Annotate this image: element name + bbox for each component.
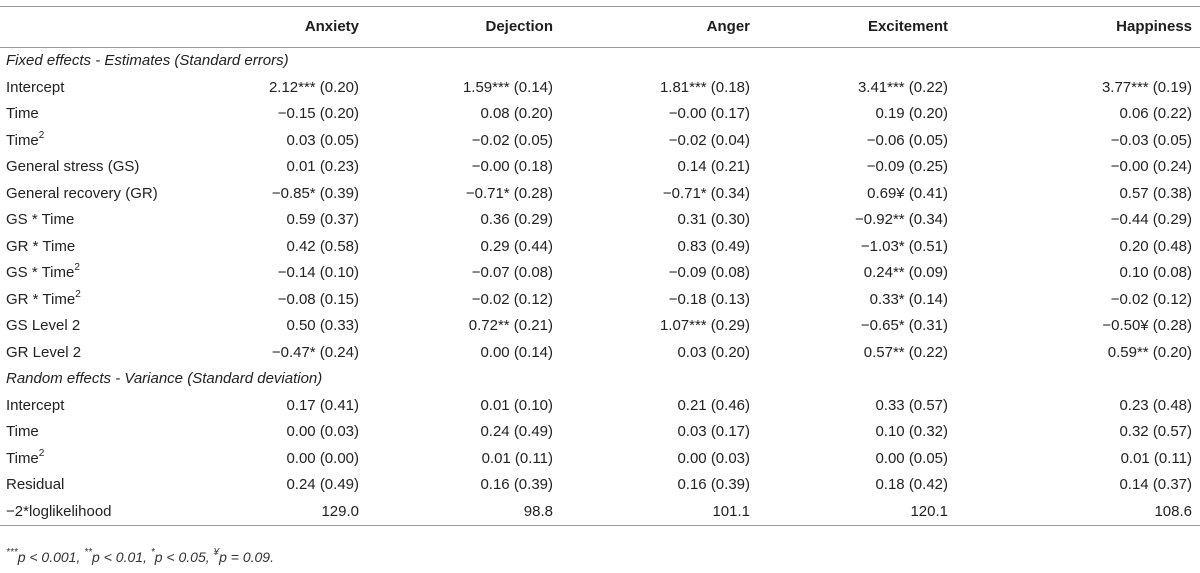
row-label-text: Time (6, 105, 39, 122)
row-label (0, 75, 190, 102)
section-row-random-effects (0, 366, 1200, 393)
cell-anger: 0.03 (0.17) (677, 423, 750, 440)
cell-dejection: 0.01 (0.11) (481, 449, 553, 467)
row-label-text: GR * Time (6, 290, 76, 308)
fixed-effect-row (0, 154, 1200, 181)
row-label (0, 472, 190, 499)
cell-anxiety: 0.03 (0.05) (286, 131, 359, 149)
cell-excitement: −0.09 (0.25) (866, 158, 948, 175)
cell-happiness: 0.20 (0.48) (1119, 237, 1192, 255)
row-label (0, 101, 190, 128)
cell-anger: 0.16 (0.39) (677, 476, 750, 493)
row-label-text: Time (6, 423, 39, 440)
cell-excitement: 0.33 (0.57) (875, 396, 948, 414)
cell-anxiety: 2.12*** (0.20) (268, 78, 359, 96)
row-label-superscript: 2 (75, 288, 81, 300)
footnote-marker-p09: ¥ (213, 547, 220, 559)
footnote-text-p05: p < 0.05, (154, 549, 214, 565)
cell-anxiety: 129.0 (190, 499, 365, 526)
cell-dejection: −0.07 (0.08) (471, 264, 553, 281)
cell-dejection: −0.00 (0.18) (471, 158, 553, 175)
random-effect-row (0, 446, 1200, 473)
row-label (0, 260, 190, 287)
cell-anxiety: −0.15 (0.20) (277, 105, 359, 122)
footnote-marker-p05: * (150, 547, 155, 559)
cell-anxiety: −0.14 (0.10) (277, 264, 359, 281)
row-label-text: Residual (6, 476, 65, 493)
table-footnote (6, 549, 274, 565)
cell-anger: −0.71* (0.34) (662, 184, 750, 202)
cell-excitement: 0.10 (0.32) (875, 423, 948, 440)
row-label (0, 446, 190, 473)
cell-excitement: −1.03* (0.51) (860, 237, 948, 255)
cell-anger: 1.81*** (0.18) (659, 78, 750, 96)
fixed-effect-row (0, 181, 1200, 208)
row-label-text: Intercept (6, 78, 65, 96)
cell-happiness: 0.23 (0.48) (1119, 396, 1192, 414)
cell-happiness: 0.14 (0.37) (1119, 476, 1192, 493)
cell-dejection: 0.24 (0.49) (480, 423, 553, 440)
header-row (0, 7, 1200, 48)
cell-happiness: −0.03 (0.05) (1110, 131, 1192, 149)
row-label (0, 419, 190, 446)
table-body (0, 48, 1200, 526)
row-label-text: GR * Time (6, 237, 76, 255)
cell-anxiety: −0.85* (0.39) (271, 184, 359, 202)
cell-excitement: 0.69¥ (0.41) (867, 184, 948, 202)
cell-anger: 0.83 (0.49) (677, 237, 750, 255)
cell-anxiety: 0.24 (0.49) (286, 476, 359, 493)
row-label-superscript: 2 (38, 447, 45, 459)
cell-dejection: 0.01 (0.10) (480, 396, 553, 414)
row-label (0, 234, 190, 261)
fixed-effect-row (0, 101, 1200, 128)
cell-anger: 0.03 (0.20) (677, 343, 750, 361)
fixed-effect-row (0, 287, 1200, 314)
row-label-text: Intercept (6, 396, 65, 414)
cell-happiness: 0.06 (0.22) (1119, 105, 1192, 122)
fixed-effect-row (0, 128, 1200, 155)
cell-anxiety: 0.42 (0.58) (286, 237, 359, 255)
cell-anxiety: 0.17 (0.41) (286, 396, 359, 414)
fixed-effect-row (0, 313, 1200, 340)
footnote-marker-p001: *** (6, 547, 18, 559)
row-label-text: GS * Time (6, 211, 75, 228)
row-label-text: General recovery (GR) (6, 184, 158, 202)
cell-happiness: 3.77*** (0.19) (1101, 78, 1192, 96)
cell-anxiety: −0.08 (0.15) (277, 290, 359, 308)
cell-happiness: −0.02 (0.12) (1110, 290, 1192, 308)
fixed-effect-row (0, 207, 1200, 234)
section-label-fixed-effects: Fixed effects - Estimates (Standard errors) (6, 52, 289, 69)
cell-dejection: 0.36 (0.29) (480, 211, 553, 228)
cell-happiness: −0.50¥ (0.28) (1102, 317, 1192, 334)
row-label-text: Time (6, 131, 39, 149)
random-effect-row (0, 419, 1200, 446)
section-label-random-effects: Random effects - Variance (Standard deviation) (6, 370, 323, 387)
cell-excitement: 0.24** (0.09) (863, 264, 948, 281)
cell-excitement: 0.19 (0.20) (875, 105, 948, 122)
cell-anxiety: 0.00 (0.03) (286, 423, 359, 440)
row-label-text: GS Level 2 (6, 317, 81, 334)
cell-anxiety: −0.47* (0.24) (271, 343, 359, 361)
cell-dejection: 0.00 (0.14) (480, 343, 553, 361)
cell-dejection: −0.02 (0.12) (471, 290, 553, 308)
footnote-text-p01: p < 0.01, (92, 549, 151, 565)
cell-happiness: 0.32 (0.57) (1119, 423, 1192, 440)
col-header-dejection: Dejection (365, 7, 567, 48)
col-header-happiness: Happiness (974, 7, 1200, 48)
cell-dejection: −0.71* (0.28) (465, 184, 553, 202)
header-stub (0, 7, 190, 48)
row-label (0, 313, 190, 340)
regression-table (0, 6, 1200, 526)
cell-dejection: 1.59*** (0.14) (462, 78, 553, 96)
cell-excitement: 120.1 (770, 499, 974, 526)
cell-anxiety: 0.59 (0.37) (286, 211, 359, 228)
cell-anxiety: 0.50 (0.33) (286, 317, 359, 334)
col-header-excitement: Excitement (770, 7, 974, 48)
cell-dejection: 0.72** (0.21) (468, 317, 553, 334)
cell-anger: −0.09 (0.08) (668, 264, 750, 281)
table-header (0, 7, 1200, 48)
section-row-fixed-effects (0, 48, 1200, 75)
cell-anger: −0.18 (0.13) (668, 290, 750, 308)
cell-anger: −0.00 (0.17) (668, 105, 750, 122)
cell-excitement: 0.33* (0.14) (869, 290, 948, 308)
cell-excitement: −0.65* (0.31) (860, 317, 948, 334)
row-label (0, 128, 190, 155)
row-label (0, 499, 190, 526)
cell-excitement: 0.57** (0.22) (863, 343, 948, 361)
fixed-effect-row (0, 234, 1200, 261)
cell-dejection: 0.08 (0.20) (480, 105, 553, 122)
row-label (0, 154, 190, 181)
row-label (0, 340, 190, 367)
row-label (0, 207, 190, 234)
row-label-superscript: 2 (74, 262, 80, 273)
cell-happiness: 0.10 (0.08) (1119, 264, 1192, 281)
cell-excitement: 0.00 (0.05) (875, 449, 948, 467)
cell-happiness: 0.01 (0.11) (1120, 449, 1192, 467)
row-label (0, 287, 190, 314)
footnote-text-p09: p = 0.09. (219, 549, 274, 565)
cell-excitement: 3.41*** (0.22) (857, 78, 948, 96)
fixed-effect-row (0, 260, 1200, 287)
row-label-superscript: 2 (38, 129, 45, 141)
cell-excitement: −0.92** (0.34) (855, 211, 948, 228)
cell-anger: 0.21 (0.46) (677, 396, 750, 414)
cell-anger: 0.31 (0.30) (677, 211, 750, 228)
cell-anxiety: 0.00 (0.00) (286, 449, 359, 467)
footnote-marker-p01: ** (84, 547, 93, 559)
fixed-effect-row (0, 75, 1200, 102)
cell-dejection: 0.29 (0.44) (480, 237, 553, 255)
row-label-text: GR Level 2 (6, 343, 82, 361)
cell-anxiety: 0.01 (0.23) (286, 158, 359, 175)
random-effect-row (0, 393, 1200, 420)
cell-anger: 0.00 (0.03) (677, 449, 750, 467)
footnote-text-p001: p < 0.001, (17, 549, 85, 565)
cell-dejection: 98.8 (365, 499, 567, 526)
cell-happiness: −0.00 (0.24) (1110, 158, 1192, 175)
row-label-text: General stress (GS) (6, 158, 140, 175)
cell-excitement: 0.18 (0.42) (875, 476, 948, 493)
cell-excitement: −0.06 (0.05) (866, 131, 948, 149)
col-header-anxiety: Anxiety (190, 7, 365, 48)
row-label (0, 181, 190, 208)
cell-happiness: 0.59** (0.20) (1107, 343, 1192, 361)
cell-anger: 0.14 (0.21) (677, 158, 750, 175)
col-header-anger: Anger (567, 7, 770, 48)
row-label-text: −2*loglikelihood (6, 502, 112, 520)
cell-happiness: 108.6 (974, 499, 1200, 526)
fixed-effect-row (0, 340, 1200, 367)
random-effect-row (0, 499, 1200, 526)
cell-happiness: 0.57 (0.38) (1119, 184, 1192, 202)
cell-dejection: 0.16 (0.39) (480, 476, 553, 493)
row-label-text: Time (6, 449, 39, 467)
cell-anger: 101.1 (567, 499, 770, 526)
random-effect-row (0, 472, 1200, 499)
row-label (0, 393, 190, 420)
cell-anger: 1.07*** (0.29) (659, 317, 750, 334)
cell-happiness: −0.44 (0.29) (1110, 211, 1192, 228)
cell-dejection: −0.02 (0.05) (471, 131, 553, 149)
cell-anger: −0.02 (0.04) (668, 131, 750, 149)
row-label-text: GS * Time (6, 264, 75, 281)
